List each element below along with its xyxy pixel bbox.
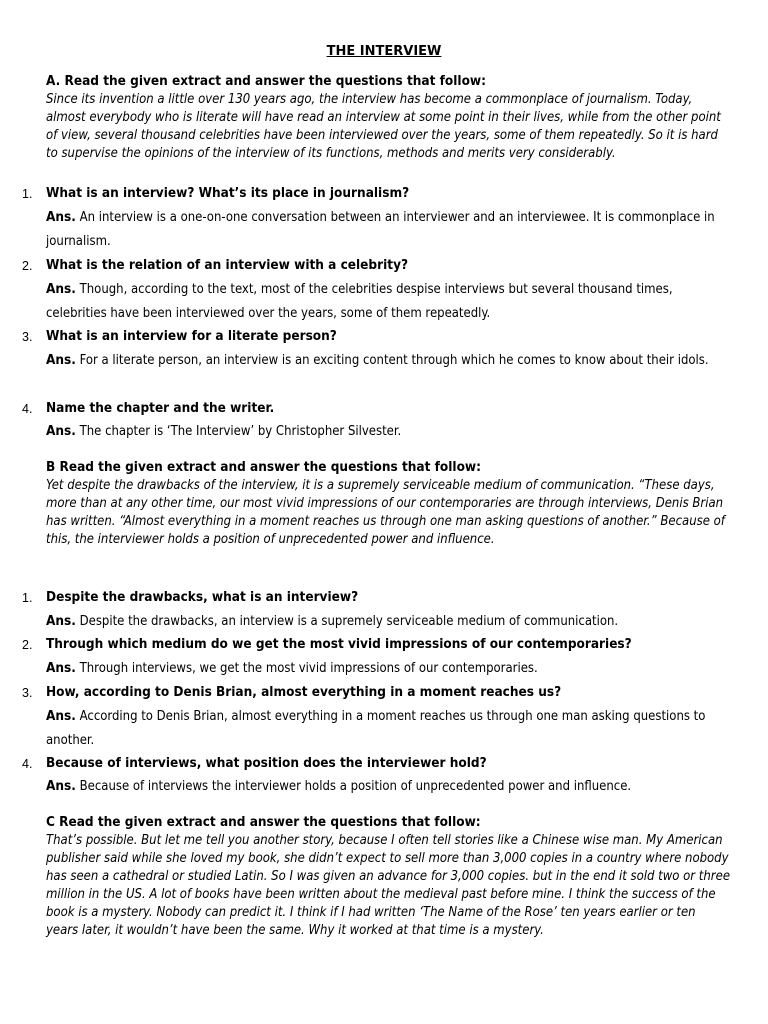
question-number: 2. bbox=[22, 259, 33, 273]
question-number: 1. bbox=[22, 591, 33, 605]
answer-text: For a literate person, an interview is an exciting content through which he comes to know about their idols. bbox=[75, 353, 709, 368]
ans-label: Ans. bbox=[46, 281, 76, 297]
answer-b1 bbox=[46, 609, 726, 634]
ans-label: Ans. bbox=[46, 352, 76, 368]
answer-b2 bbox=[46, 656, 726, 681]
answer-text: Despite the drawbacks, an interview is a supremely serviceable medium of communication. bbox=[75, 614, 619, 629]
answer-a1 bbox=[46, 205, 726, 254]
document-title: THE INTERVIEW bbox=[326, 44, 442, 59]
answer-a3 bbox=[46, 348, 726, 373]
answer-text: Through interviews, we get the most vivid impressions of our contemporaries. bbox=[75, 661, 538, 676]
answer-a2 bbox=[46, 277, 726, 326]
ans-label: Ans. bbox=[46, 660, 76, 676]
question-number: 2. bbox=[22, 638, 33, 652]
ans-label: Ans. bbox=[46, 778, 76, 794]
question-b4: Because of interviews, what position does the interviewer hold? bbox=[46, 755, 487, 771]
question-number: 1. bbox=[22, 187, 33, 201]
question-a3: What is an interview for a literate person? bbox=[46, 328, 337, 344]
ans-label: Ans. bbox=[46, 708, 76, 724]
section-a-extract: Since its invention a little over 130 years ago, the interview has become a commonplace of journalism. Today, almost everybody who is literate will have read an interview at some point in their lives, while from the other point of view, several thousand celebrities have been interviewed over the years, some of them repeatedly. So it is hard to supervise the opinions of the interview of its functions, methods and merits very considerably. bbox=[46, 92, 721, 161]
ans-label: Ans. bbox=[46, 423, 76, 439]
question-number: 4. bbox=[22, 402, 33, 416]
question-b3: How, according to Denis Brian, almost everything in a moment reaches us? bbox=[46, 684, 562, 700]
question-a4: Name the chapter and the writer. bbox=[46, 400, 275, 416]
question-a2: What is the relation of an interview with a celebrity? bbox=[46, 257, 409, 273]
section-a-heading: A. Read the given extract and answer the questions that follow: bbox=[46, 73, 487, 89]
answer-text: According to Denis Brian, almost everything in a moment reaches us through one man asking questions to another. bbox=[46, 709, 706, 748]
section-b-extract: Yet despite the drawbacks of the interview, it is a supremely serviceable medium of communication. “These days, more than at any other time, our most vivid impressions of our contemporaries are through interviews, Denis Brian has written. “Almost everything in a moment reaches us through one man asking questions of another.” Because of this, the interviewer holds a position of unprecedented power and influence. bbox=[46, 478, 725, 547]
question-number: 3. bbox=[22, 330, 33, 344]
answer-text: Though, according to the text, most of the celebrities despise interviews but several thousand times, celebrities have been interviewed over the years, some of them repeatedly. bbox=[46, 282, 673, 321]
answer-text: Because of interviews the interviewer holds a position of unprecedented power and influence. bbox=[75, 779, 632, 794]
answer-b4 bbox=[46, 774, 726, 799]
ans-label: Ans. bbox=[46, 613, 76, 629]
section-c-extract: That’s possible. But let me tell you another story, because I often tell stories like a Chinese wise man. My American publisher said while she loved my book, she didn’t expect to sell more than 3,000 copies in a country where nobody has seen a cathedral or studied Latin. So I was given an advance for 3,000 copies. but in the end it sold two or three million in the US. A lot of books have been written about the medieval past before mine. I think the success of the book is a mystery. Nobody can predict it. I think if I had written ‘The Name of the Rose’ ten years earlier or ten years later, it wouldn’t have been the same. Why it worked at that time is a mystery. bbox=[46, 833, 731, 938]
answer-text: The chapter is ‘The Interview’ by Christopher Silvester. bbox=[75, 424, 402, 439]
ans-label: Ans. bbox=[46, 209, 76, 225]
question-b2: Through which medium do we get the most vivid impressions of our contemporaries? bbox=[46, 636, 632, 652]
answer-a4 bbox=[46, 419, 726, 444]
question-number: 3. bbox=[22, 686, 33, 700]
section-b-heading: B Read the given extract and answer the questions that follow: bbox=[46, 459, 481, 475]
section-c-heading: C Read the given extract and answer the questions that follow: bbox=[46, 814, 481, 830]
question-number: 4. bbox=[22, 757, 33, 771]
answer-text: An interview is a one-on-one conversation between an interviewer and an interviewee. It is commonplace in journalism. bbox=[46, 210, 715, 249]
question-b1: Despite the drawbacks, what is an interview? bbox=[46, 589, 359, 605]
answer-b3 bbox=[46, 704, 726, 753]
question-a1: What is an interview? What’s its place in journalism? bbox=[46, 185, 410, 201]
